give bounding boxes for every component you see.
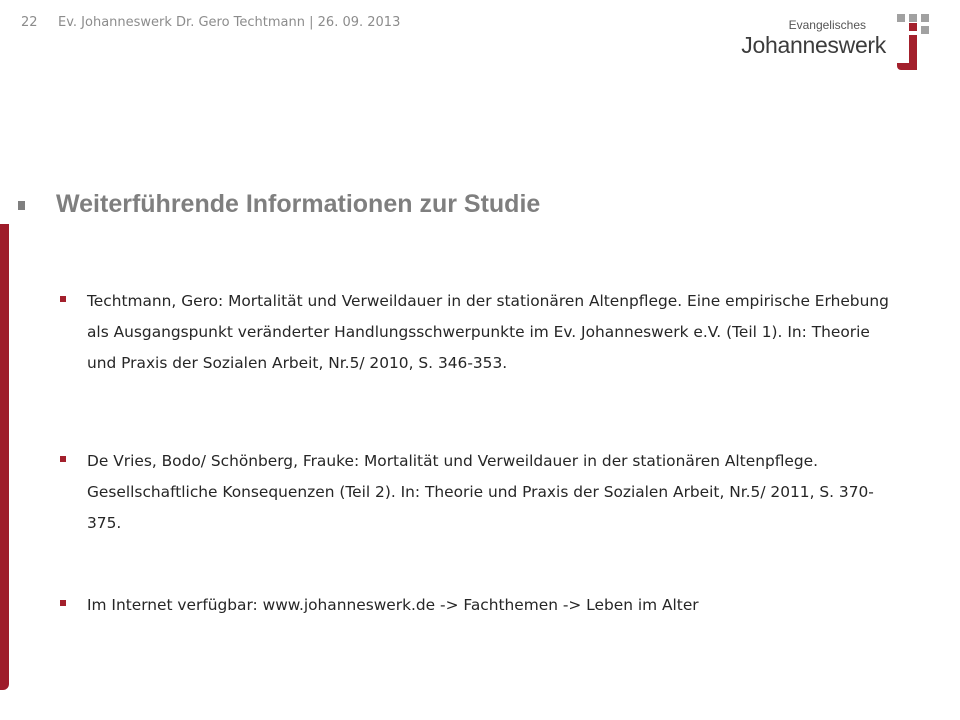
page-number: 22 (21, 15, 38, 30)
logo-text-small: Evangelisches (788, 18, 866, 32)
square-bullet-icon (60, 600, 66, 606)
logo-text-big: Johanneswerk (741, 32, 886, 58)
list-item (60, 446, 930, 539)
logo-mark-icon (897, 14, 930, 76)
left-accent-bar (0, 224, 9, 690)
title-bullet-icon (18, 201, 25, 210)
square-bullet-icon (60, 456, 66, 462)
list-item (60, 590, 930, 621)
header-info: Ev. Johanneswerk Dr. Gero Techtmann | 26. 09. 2013 (58, 15, 401, 30)
slide-title: Weiterführende Informationen zur Studie (56, 190, 541, 218)
list-item (60, 286, 930, 379)
list-item-text: Im Internet verfügbar: www.johanneswerk.de -> Fachthemen -> Leben im Alter (87, 596, 699, 614)
list-item-text: Techtmann, Gero: Mortalität und Verweildauer in der stationären Altenpflege. Eine empirische Erhebung als Ausgangspunkt veränderter Handlungsschwerpunkte im Ev. Johanneswerk e.V. (Teil 1). In: Theorie und Praxis der Sozialen Arbeit, Nr.5/ 2010, S. 346-353. (87, 292, 889, 372)
johanneswerk-logo (741, 14, 930, 76)
square-bullet-icon (60, 296, 66, 302)
list-item-text: De Vries, Bodo/ Schönberg, Frauke: Mortalität und Verweildauer in der stationären Altenpflege. Gesellschaftliche Konsequenzen (Teil 2). In: Theorie und Praxis der Sozialen Arbeit, Nr.5/ 2011, S. 370-375. (87, 452, 874, 532)
